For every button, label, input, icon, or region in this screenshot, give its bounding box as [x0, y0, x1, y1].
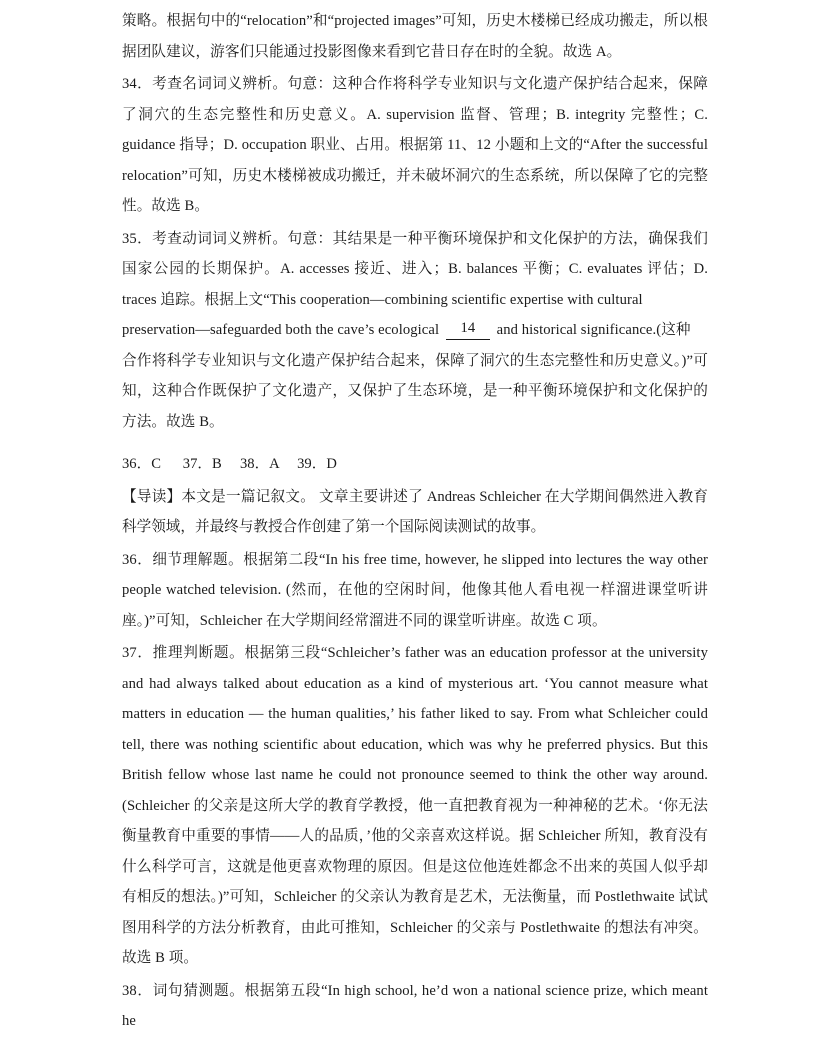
quote-text-pre-blank: preservation—safeguarded both the cave’s ecological — [122, 322, 440, 338]
spacer — [122, 439, 708, 445]
paragraph-item-35-part2 — [122, 315, 708, 346]
paragraph-item-37: 37．推理判断题。根据第三段“Schleicher’s father was an education professor at the university and had always talked about education as a kind of mysterious art. ‘You cannot measure what matters in education — the human qualities,’ his father liked to say. From what Schleicher could tell, there was nothing scientific about education, which was why he preferred physics. But this British fellow whose last name he could not pronounce seemed to think the other way around. (Schleicher 的父亲是这所大学的教育学教授，他一直把教育视为一种神秘的艺术。‘你无法衡量教育中重要的事情——人的品质，’他的父亲喜欢这样说。据 Schleicher 所知，教育没有什么科学可言，这就是他更喜欢物理的原因。但是这位他连姓都念不出来的英国人似乎却有相反的想法。)”可知，Schleicher 的父亲认为教育是艺术，无法衡量，而 Postlethwaite 试试图用科学的方法分析教育，由此可推知，Schleicher 的父亲与 Postlethwaite 的想法有冲突。故选 B 项。 — [122, 645, 708, 966]
blank-number-14: 14 — [446, 317, 490, 340]
quote-text-post-blank: and historical significance.(这种 — [496, 322, 691, 338]
paragraph-item-35-part3: 合作将科学专业知识与文化遗产保护结合起来，保障了洞穴的生态完整性和历史意义。)”可知，这种合作既保护了文化遗产，又保护了生态环境，是一种平衡环境保护和文化保护的方法。故选 B。 — [122, 352, 708, 430]
answer-key-line: 36．C 37．B 38．A 39．D — [122, 456, 337, 472]
reading-guide-paragraph — [122, 482, 708, 543]
reading-guide-label: 【导读】 — [122, 488, 182, 505]
paragraph-item-35-part1: 35．考查动词词义辨析。句意：其结果是一种平衡环境保护和文化保护的方法，确保我们国家公园的长期保护。A. accesses 接近、进入；B. balances 平衡；C. evaluates 评估；D. traces 追踪。根据上文“This cooperation—combining scientific expertise with cultural — [122, 230, 708, 308]
reading-guide-text: 本文是一篇记叙文。 文章主要讲述了 Andreas Schleicher 在大学期间偶然进入教育科学领域，并最终与教授合作创建了第一个国际阅读测试的故事。 — [122, 488, 708, 535]
paragraph-item-38: 38．词句猜测题。根据第五段“In high school, he’d won a national science prize, which meant he — [122, 982, 708, 1029]
paragraph-item-34: 34．考查名词词义辨析。句意：这种合作将科学专业知识与文化遗产保护结合起来，保障了洞穴的生态完整性和历史意义。A. supervision 监督、管理；B. integrity 完整性；C. guidance 指导；D. occupation 职业、占用。根据第 11、12 小题和上文的“After the successful relocation”可知，历史木楼梯被成功搬迁，并未破坏洞穴的生态系统，所以保障了它的完整性。故选 B。 — [122, 76, 708, 214]
paragraph-item-36: 36．细节理解题。根据第二段“In his free time, however, he slipped into lectures the way other people watched television. (然而，在他的空闲时间，他像其他人看电视一样溜进课堂听讲座。)”可知，Schleicher 在大学期间经常溜进不同的课堂听讲座。故选 C 项。 — [122, 551, 708, 629]
paragraph-continuation: 策略。根据句中的“relocation”和“projected images”可知，历史木楼梯已经成功搬走，所以根据团队建议，游客们只能通过投影图像来看到它昔日存在时的全貌。故选 A。 — [122, 13, 708, 60]
